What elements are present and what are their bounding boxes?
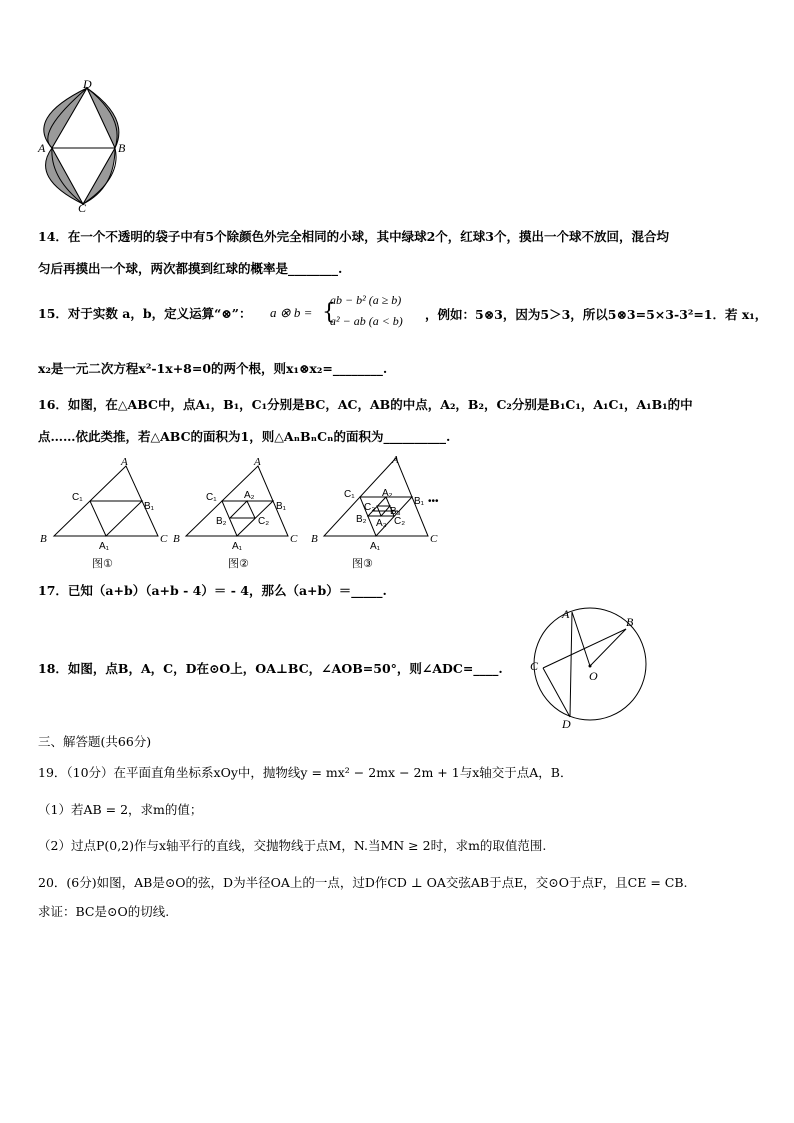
q19-line1: 19．（10分）在平面直角坐标系xOy中，抛物线y = mx² − 2mx − 2m + 1与x轴交于点A，B． <box>38 765 573 780</box>
label-a: A <box>392 454 399 466</box>
label-b3: B₃ <box>390 506 401 517</box>
label-a3: A₃ <box>376 518 387 529</box>
label-a: A <box>562 607 570 621</box>
q17-text: 17．已知（a+b）（a+b - 4）＝ - 4，那么（a+b）＝_____. <box>38 583 387 598</box>
inner-triangle <box>230 501 255 518</box>
label-c: C <box>530 659 539 673</box>
figure-16-1 <box>36 454 172 554</box>
chord-ad <box>570 612 572 717</box>
figure-16-2 <box>172 454 308 554</box>
q15-op: a ⊗ b = <box>270 305 313 320</box>
label-c1: C₁ <box>72 492 83 503</box>
label-o: O <box>589 669 598 683</box>
radius-oa <box>572 612 590 666</box>
label-d: D <box>83 78 92 91</box>
label-a1: A₁ <box>99 541 110 552</box>
label-b1: B₁ <box>276 501 287 512</box>
label-a2: A₂ <box>244 490 255 501</box>
q16-line1: 16．如图，在△ABC中，点A₁，B₁，C₁分别是BC，AC，AB的中点，A₂，B₂，C₂分别是B₁C₁，A₁C₁，A₁B₁的中 <box>38 397 693 412</box>
label-c2: C₂ <box>394 516 406 527</box>
q15-brace: { <box>322 300 336 325</box>
q20-line1: 20．(6分)如图，AB是⊙O的弦，D为半径OA上的一点，过D作CD ⊥ OA交弦AB于点E，交⊙O于点F，且CE = CB. <box>38 875 688 890</box>
q14-line2: 匀后再摸出一个球，两次都摸到红球的概率是________. <box>38 261 343 276</box>
caption-fig3: 图③ <box>352 557 373 570</box>
label-a1: A₁ <box>232 541 243 552</box>
q16-line2: 点……依此类推，若△ABC的面积为1，则△AₙBₙCₙ的面积为__________. <box>38 429 451 444</box>
label-c1: C₁ <box>344 489 355 500</box>
label-b: B <box>626 615 634 629</box>
q19-part1: （1）若AB = 2，求m的值； <box>38 802 203 817</box>
label-b: B <box>40 533 47 545</box>
label-b2: B₂ <box>356 514 367 525</box>
label-a1: A₁ <box>370 541 381 552</box>
q15-post: ，例如：5⊗3，因为5＞3，所以5⊗3=5×3-3²=1．若 x₁， <box>425 307 768 322</box>
label-b2: B₂ <box>216 516 227 527</box>
figure-lens-rhombus <box>30 78 140 213</box>
label-a: A <box>38 141 46 155</box>
label-a: A <box>121 456 128 468</box>
q15-line2: x₂是一元二次方程x²-1x+8=0的两个根，则x₁⊗x₂=________. <box>38 361 388 376</box>
q15-case1: ab − b² (a ≥ b) <box>330 293 402 307</box>
label-c: C <box>78 201 87 213</box>
q15-pre: 15．对于实数 a，b，定义运算“⊗”： <box>38 306 252 321</box>
label-b1: B₁ <box>144 501 155 512</box>
ellipsis: ••• <box>428 496 439 507</box>
label-c2: C₂ <box>258 516 270 527</box>
caption-fig1: 图① <box>92 557 113 570</box>
label-a: A <box>254 456 261 468</box>
label-a2: A₂ <box>382 488 393 499</box>
label-b1: B₁ <box>414 496 425 507</box>
caption-fig2: 图② <box>228 557 249 570</box>
q18-text: 18．如图，点B，A，C，D在⊙O上，OA⊥BC，∠AOB=50°，则∠ADC=____. <box>38 661 503 676</box>
label-b: B <box>173 533 180 545</box>
figure-18-circle <box>522 604 652 730</box>
label-c: C <box>160 533 168 545</box>
label-d: D <box>562 717 571 730</box>
label-b: B <box>118 141 126 155</box>
medial-triangle <box>90 501 142 536</box>
figure-16-3 <box>310 454 460 554</box>
q19-part2: （2）过点P(0,2)作与x轴平行的直线，交抛物线于点M，N.当MN ≥ 2时，求m的取值范围. <box>38 838 547 853</box>
section-3-title: 三、解答题(共66分) <box>38 734 152 749</box>
label-c: C <box>290 533 298 545</box>
center-o <box>589 665 592 668</box>
q15-case2: a² − ab (a < b) <box>330 314 403 328</box>
label-c3: C₃ <box>364 502 376 513</box>
radius-ob <box>590 629 626 666</box>
q20-line2: 求证：BC是⊙O的切线. <box>38 904 170 919</box>
q14-line1: 14．在一个不透明的袋子中有5个除颜色外完全相同的小球，其中绿球2个，红球3个，摸出一个球不放回，混合均 <box>38 229 669 244</box>
chord-cd <box>543 668 570 717</box>
label-b: B <box>311 533 318 545</box>
label-c1: C₁ <box>206 492 217 503</box>
label-c: C <box>430 533 438 545</box>
